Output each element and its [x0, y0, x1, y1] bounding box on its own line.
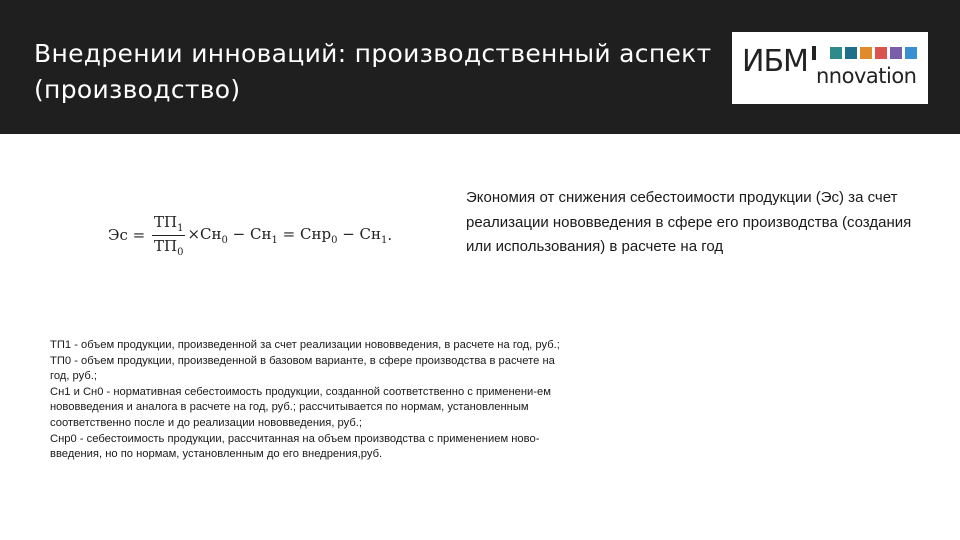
legend-item: Сн1 и Сн0 - нормативная себестоимость продукции, созданной соответственно с применени-ем нововведения и аналога в расчете на год, руб.; рассчитывается по нормам, установленным соответственно после и до реализации нововведения, руб.;	[50, 385, 551, 429]
logo-color-squares	[830, 46, 920, 59]
formula-term-minus2	[337, 225, 387, 246]
logo-text-ibm: ИБМ	[742, 44, 808, 79]
ibm-innovation-logo	[732, 32, 928, 104]
cost-savings-formula	[108, 206, 392, 264]
legend-item: ТП1 - объем продукции, произведенной за счет реализации нововведения, в расчете на год, руб.;	[50, 339, 560, 351]
minus1-subscript: 1	[271, 234, 278, 246]
formula-end: .	[387, 226, 393, 244]
numerator-subscript: 1	[177, 222, 184, 234]
times-text: ×Сн	[187, 224, 222, 243]
times-subscript: 0	[221, 234, 228, 246]
fraction-denominator	[152, 236, 185, 258]
logo-square	[860, 47, 872, 59]
formula-equals: =	[127, 226, 150, 244]
slide-title: Внедрении инноваций: производственный аспект (производство)	[34, 39, 712, 104]
formula-term-times	[187, 225, 227, 246]
legend-item: ТП0 - объем продукции, произведенной в базовом варианте, в сфере производства в расчете на год, руб.;	[50, 354, 555, 383]
header-bar	[0, 0, 960, 134]
formula-fraction	[152, 213, 185, 258]
variable-legend	[50, 338, 570, 463]
fraction-numerator	[152, 213, 185, 236]
logo-square	[905, 47, 917, 59]
logo-square	[845, 47, 857, 59]
eq2-subscript: 0	[331, 234, 338, 246]
formula-lhs: Эс	[108, 226, 128, 244]
minus2-text: − Сн	[342, 224, 382, 243]
formula-term-minus1	[228, 225, 278, 246]
eq2-text: = Снр	[282, 224, 332, 243]
logo-square	[830, 47, 842, 59]
numerator-text: ТП	[154, 212, 178, 231]
logo-text-innovation: nnovation	[816, 64, 917, 88]
formula-term-eq2	[278, 225, 338, 246]
minus2-subscript: 1	[381, 234, 388, 246]
logo-i-mark-icon	[812, 46, 816, 60]
logo-square	[875, 47, 887, 59]
legend-item: Снр0 - себестоимость продукции, рассчитанная на объем производства с применением ново-введения, но по нормам, установленным до его внедрения,руб.	[50, 432, 540, 461]
denominator-subscript: 0	[177, 246, 184, 258]
minus1-text: − Сн	[232, 224, 272, 243]
denominator-text: ТП	[154, 236, 178, 255]
formula-description: Экономия от снижения себестоимости продукции (Эс) за счет реализации нововведения в сфере его производства (создания или использования) в расчете на год	[466, 189, 912, 255]
logo-square	[890, 47, 902, 59]
